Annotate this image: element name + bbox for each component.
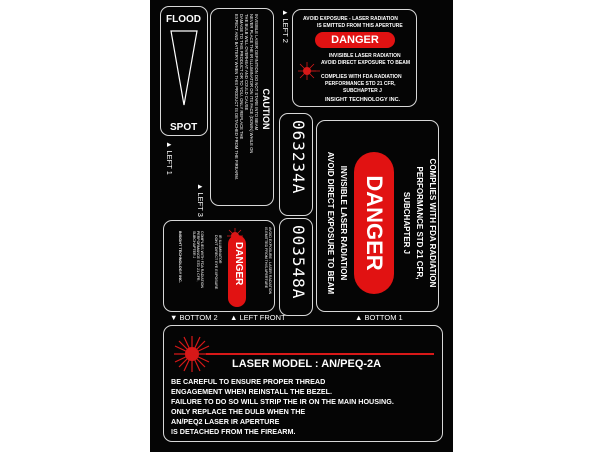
- warning-text: AVOID DIRECT EXPOSURE TO BEAM: [321, 60, 410, 66]
- warning-text: AVOID EXPOSURE - LASER RADIATION: [268, 227, 272, 295]
- left3-label: ▲ LEFT 3: [196, 183, 205, 217]
- flood-spot-label: [160, 6, 208, 136]
- warning-text: PERFORMANCE STD 21 CFR,: [325, 81, 396, 87]
- illuminator-warning-label: [163, 220, 275, 312]
- laser-model-title: LASER MODEL : AN/PEQ-2A: [232, 358, 382, 370]
- warning-text: DON'T DIRECT EYE EXPOSURE: [214, 235, 218, 290]
- fda-text: COMPLIES WITH FDA RADIATION: [200, 231, 204, 289]
- danger-text: INVISIBLE LASER RADIATION: [339, 165, 348, 281]
- caution-line: NEVER PLACE THE IR ILLUMINATOR ON ITS FACE (DOWN) WHILE ON: [249, 14, 254, 154]
- flood-text: FLOOD: [166, 14, 201, 25]
- caution-line: INVISIBLE LASER DEFINITION DO NOT STARE INTO BEAM: [254, 14, 259, 131]
- aperture-warning-label: [292, 9, 417, 107]
- left-front-label: ▲ LEFT FRONT: [230, 313, 286, 322]
- danger-badge: DANGER: [315, 32, 395, 48]
- laser-model-label: [163, 325, 443, 442]
- fda-text: PERFORMANCE STD 21 CFR,: [415, 166, 424, 280]
- instruction-line: IS DETACHED FROM THE FIREARM.: [171, 427, 296, 436]
- caution-line: THE BULB WILL OVERHEAT AND COULD CAUSE: [244, 14, 249, 111]
- warning-text: IS EMITTED FROM THIS APERTURE: [264, 227, 268, 289]
- caution-title: CAUTION: [261, 88, 271, 130]
- laser-beam-line: [206, 353, 434, 355]
- danger-main-label: [316, 120, 439, 312]
- fda-text: SUBCHAPTER J: [402, 191, 411, 255]
- beam-triangle-icon: [169, 29, 199, 109]
- fda-text: SUBCHAPTER J: [192, 231, 196, 259]
- warning-text: AVOID EXPOSURE - LASER RADIATION: [303, 16, 398, 22]
- warning-text: IR ILLUMINATOR: [218, 235, 222, 264]
- spot-text: SPOT: [170, 122, 198, 133]
- caution-line: EXPECT AND BATTERY WHEN THIS PRODUCT IS DETACHED FROM THE FIREARM.: [234, 14, 239, 180]
- fda-text: PERFORMANCE STD 21 CFR,: [196, 231, 200, 282]
- instruction-line: AN/PEQ2 LASER IR APERTURE: [171, 417, 280, 426]
- danger-badge: DANGER: [354, 152, 394, 294]
- serial-number: 003548A: [289, 225, 308, 300]
- instruction-line: FAILURE TO DO SO WILL STRIP THE IR ON THE MAIN HOUSING.: [171, 397, 394, 406]
- warning-text: COMPLIES WITH FDA RADIATION: [321, 74, 402, 80]
- bottom1-label: ▲ BOTTOM 1: [355, 313, 403, 322]
- danger-text: DANGER: [233, 242, 244, 286]
- danger-text: AVOID DIRECT EXPOSURE TO BEAM: [326, 151, 335, 295]
- fda-text: COMPLIES WITH FDA RADIATION: [428, 158, 437, 288]
- warning-text: IS EMITTED FROM THIS APERTURE: [317, 23, 403, 29]
- left2-label: ▲ LEFT 2: [281, 9, 290, 43]
- manufacturer-text: INSIGHT TECHNOLOGY INC.: [325, 97, 401, 103]
- bottom2-label: ▼ BOTTOM 2: [170, 313, 218, 322]
- warning-text: INVISIBLE LASER RADIATION: [329, 53, 401, 59]
- instruction-line: BE CAREFUL TO ENSURE PROPER THREAD: [171, 377, 326, 386]
- serial-number: 063234A: [289, 120, 308, 195]
- instruction-line: ONLY REPLACE THE DULB WHEN THE: [171, 407, 306, 416]
- serial-label-2: [279, 218, 313, 316]
- manufacturer-text: INSIGHT TECHNOLOGY INC.: [178, 231, 182, 283]
- caution-label: [210, 8, 274, 206]
- danger-badge: [228, 235, 246, 307]
- caution-line: DAMAGE TO THIS PRODUCT OR TO YOU. ONLY REPLACE THE: [239, 14, 244, 140]
- serial-label-1: [279, 113, 313, 216]
- warning-text: SUBCHAPTER J: [343, 88, 382, 94]
- laser-starburst-icon: [296, 62, 320, 80]
- left1-label: ▲ LEFT 1: [165, 141, 174, 175]
- instruction-line: ENGAGEMENT WHEN REINSTALL THE BEZEL.: [171, 387, 333, 396]
